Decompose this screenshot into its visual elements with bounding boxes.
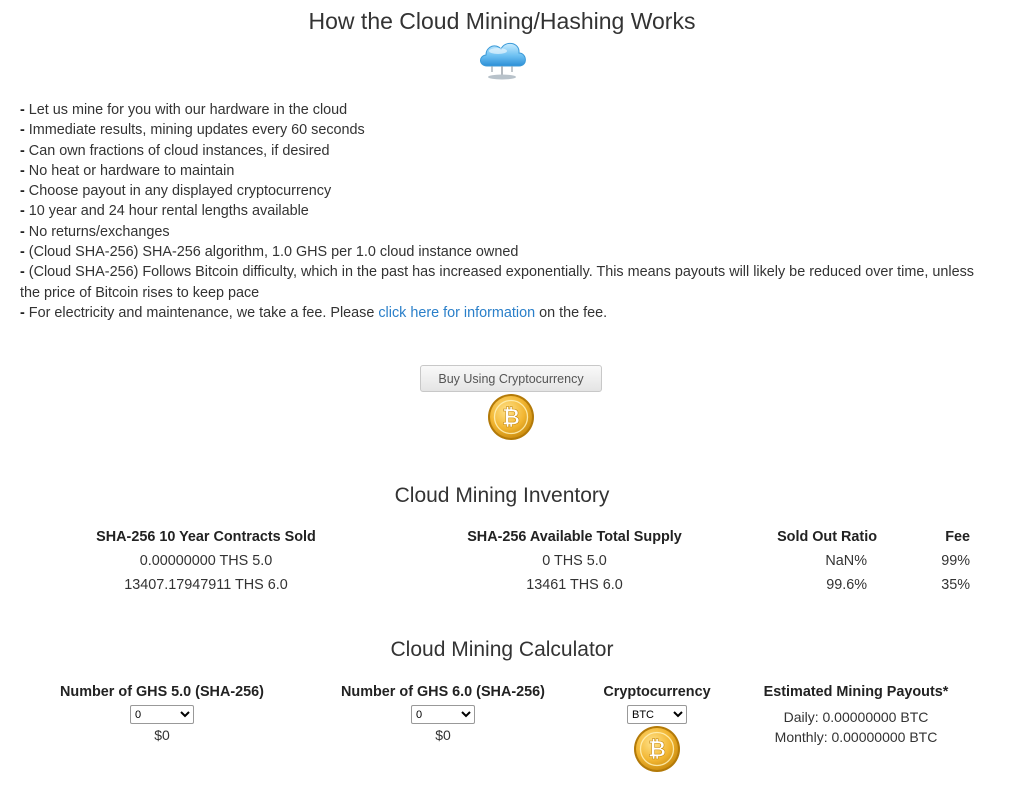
feature-item: - No returns/exchanges	[20, 223, 170, 240]
ghs5-calculator	[50, 683, 274, 744]
ghs5-label: Number of GHS 5.0 (SHA-256)	[60, 684, 264, 700]
bitcoin-coin-icon	[633, 725, 681, 773]
ghs6-quantity-select[interactable]	[411, 705, 475, 724]
estimated-payouts	[746, 683, 966, 747]
svg-text:₿: ₿	[648, 737, 666, 763]
feature-item: - Choose payout in any displayed cryptocurrency	[20, 183, 332, 200]
table-cell: 99.6%	[826, 577, 867, 593]
inventory-title: Cloud Mining Inventory	[394, 484, 610, 507]
feature-list	[20, 100, 980, 323]
bitcoin-coin-icon[interactable]	[487, 393, 535, 441]
ghs5-quantity-select[interactable]	[130, 705, 194, 724]
table-cell: 13461 THS 6.0	[526, 577, 623, 593]
column-header: Fee	[945, 529, 970, 545]
feature-item: - Let us mine for you with our hardware in the cloud	[20, 102, 348, 118]
monthly-payout: Monthly: 0.00000000 BTC	[774, 729, 938, 745]
fee-info-link[interactable]: click here for information	[378, 304, 536, 321]
column-header: SHA-256 10 Year Contracts Sold	[96, 529, 316, 545]
ghs6-amount: $0	[435, 727, 451, 743]
calculator-title: Cloud Mining Calculator	[390, 638, 614, 661]
table-cell: 0.00000000 THS 5.0	[139, 553, 273, 569]
table-cell: 13407.17947911 THS 6.0	[124, 577, 288, 593]
inventory-table	[20, 525, 984, 597]
cryptocurrency-label: Cryptocurrency	[603, 684, 711, 700]
cryptocurrency-calculator	[597, 683, 717, 724]
feature-item: - 10 year and 24 hour rental lengths available	[20, 203, 309, 220]
page-title: How the Cloud Mining/Hashing Works	[308, 8, 696, 34]
inventory-header-row	[20, 525, 984, 549]
feature-item: - Immediate results, mining updates every 60 seconds	[20, 122, 365, 139]
table-row	[20, 573, 984, 597]
daily-payout: Daily: 0.00000000 BTC	[783, 709, 929, 725]
feature-item-fee: - For electricity and maintenance, we take a fee. Please click here for information on the fee.	[20, 304, 608, 321]
svg-text:₿: ₿	[502, 405, 520, 431]
feature-item: - (Cloud SHA-256) Follows Bitcoin difficulty, which in the past has increased exponentially. This means payouts will likely be reduced over time, unless the price of Bitcoin rises to keep pace	[20, 264, 974, 301]
payouts-label: Estimated Mining Payouts*	[763, 684, 949, 700]
table-row	[20, 549, 984, 573]
column-header: SHA-256 Available Total Supply	[467, 529, 682, 545]
cryptocurrency-select[interactable]	[627, 705, 687, 724]
table-cell: 99%	[941, 553, 970, 569]
buy-using-cryptocurrency-button[interactable]: Buy Using Cryptocurrency	[420, 365, 602, 392]
table-cell: NaN%	[825, 553, 867, 569]
ghs6-calculator	[331, 683, 555, 744]
ghs6-label: Number of GHS 6.0 (SHA-256)	[341, 684, 545, 700]
column-header: Sold Out Ratio	[777, 529, 877, 545]
feature-item: - (Cloud SHA-256) SHA-256 algorithm, 1.0 GHS per 1.0 cloud instance owned	[20, 244, 519, 261]
table-cell: 35%	[941, 577, 970, 593]
ghs5-amount: $0	[154, 727, 170, 743]
table-cell: 0 THS 5.0	[542, 553, 607, 569]
cloud-icon	[476, 36, 528, 82]
feature-item: - Can own fractions of cloud instances, if desired	[20, 142, 330, 159]
feature-item: - No heat or hardware to maintain	[20, 162, 235, 179]
